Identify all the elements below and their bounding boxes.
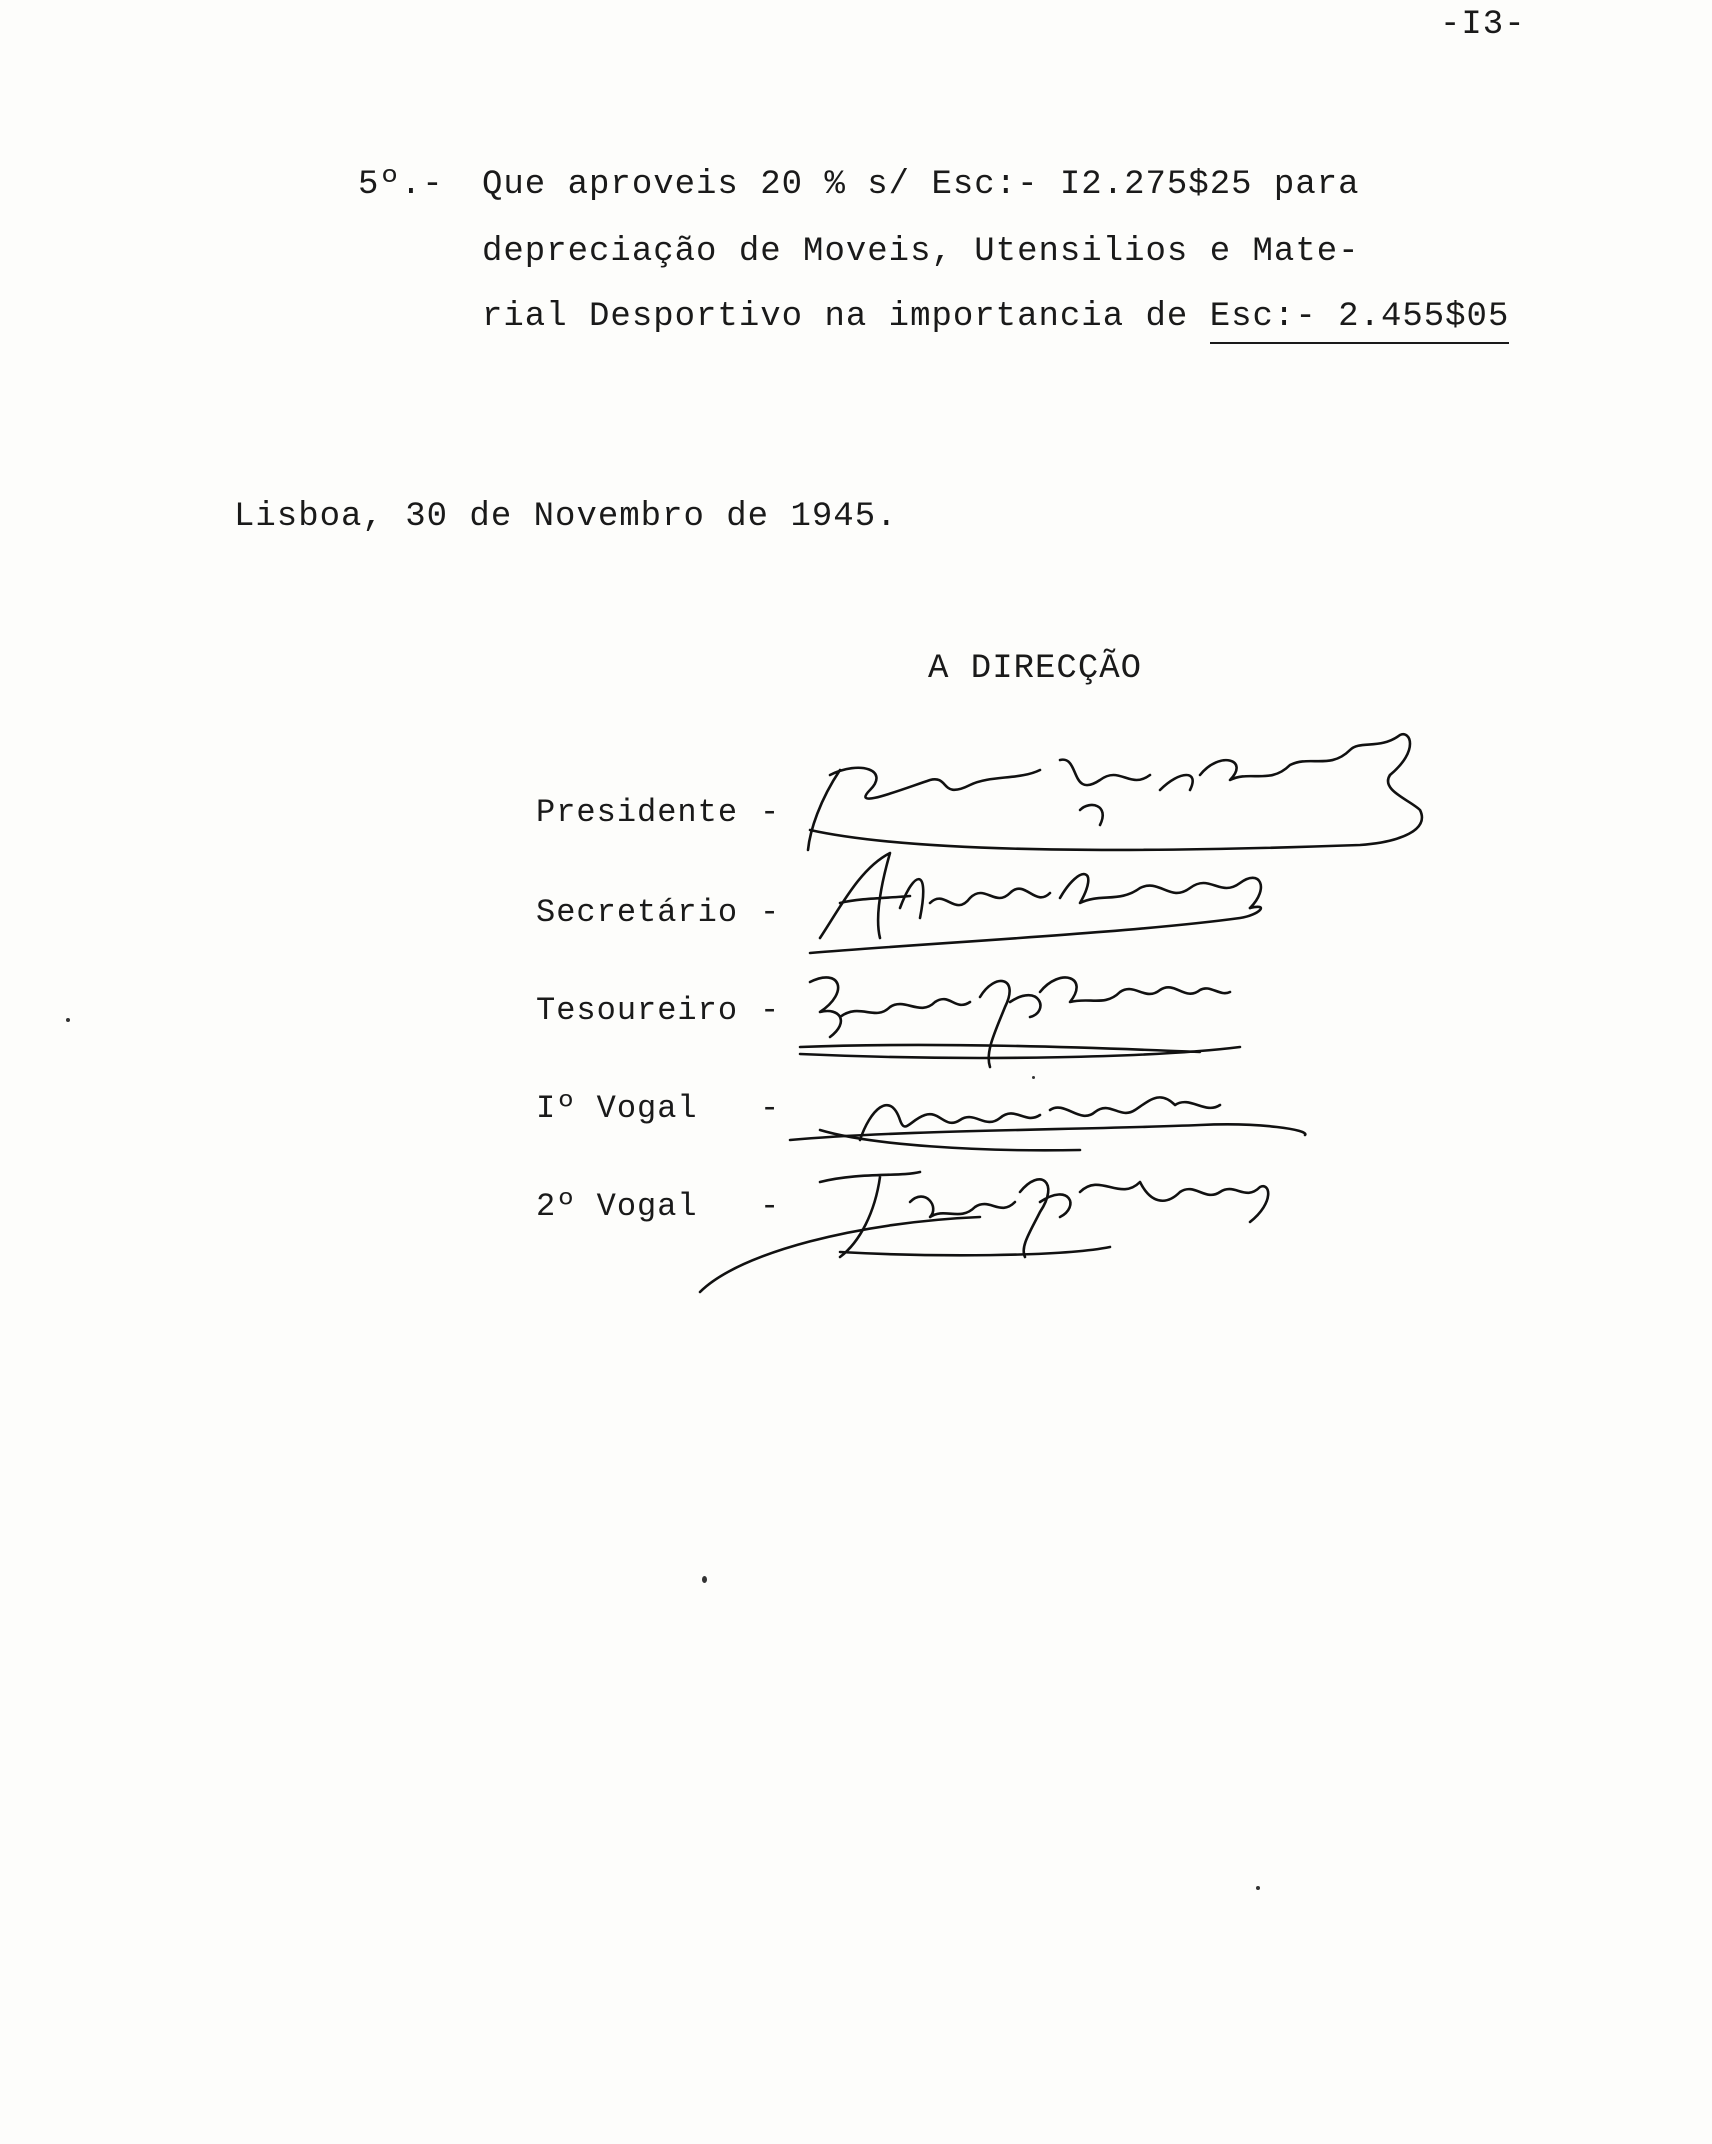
signature-vogal-2: [780, 1162, 1460, 1272]
scan-speck: [66, 1018, 70, 1022]
item-text-line: Que aproveis 20 % s/ Esc:- I2.275$25 para: [482, 166, 1360, 204]
role-vogal-1-label: Iº Vogal: [536, 1090, 698, 1127]
role-secretario-label: Secretário: [536, 894, 739, 931]
page-number: -I3-: [1440, 6, 1526, 44]
role-dash: -: [760, 894, 780, 931]
role-tesoureiro-label: Tesoureiro: [536, 992, 739, 1029]
depreciation-amount: Esc:- 2.455$05: [1210, 298, 1510, 344]
item-text-line-last: [482, 300, 1509, 334]
signature-presidente: [780, 730, 1460, 840]
item-number: 5º.-: [358, 166, 444, 204]
signature-vogal-1: [780, 1060, 1460, 1170]
scan-speck: [1032, 1076, 1035, 1079]
role-dash: -: [760, 794, 780, 831]
role-dash: -: [760, 1188, 780, 1225]
role-dash: -: [760, 992, 780, 1029]
signature-secretario: [780, 848, 1460, 958]
board-heading: A DIRECÇÃO: [928, 650, 1143, 688]
role-vogal-2-label: 2º Vogal: [536, 1188, 698, 1225]
item-text-line: depreciação de Moveis, Utensilios e Mate-: [482, 233, 1360, 271]
scan-speck: [1256, 1886, 1260, 1890]
role-dash: -: [760, 1090, 780, 1127]
role-presidente-label: Presidente: [536, 794, 739, 831]
item-text-line: rial Desportivo na importancia de: [482, 298, 1210, 336]
scan-speck: [702, 1576, 707, 1583]
signature-tesoureiro: [780, 962, 1460, 1072]
place-date: Lisboa, 30 de Novembro de 1945.: [234, 498, 898, 536]
